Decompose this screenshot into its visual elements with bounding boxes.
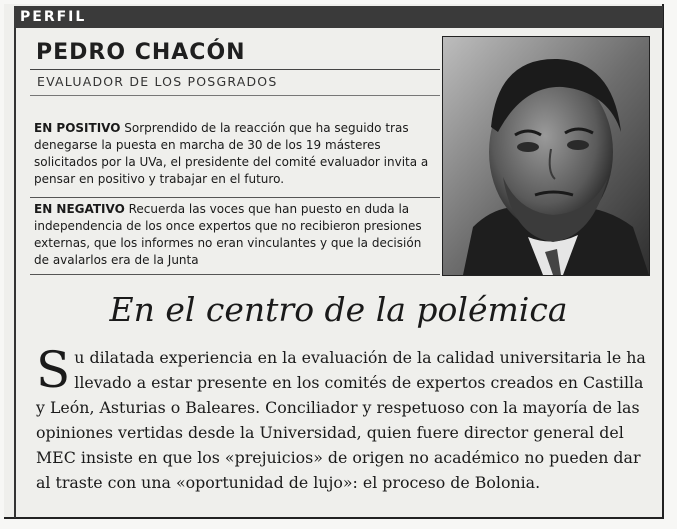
body-text: u dilatada experiencia en la evaluación de la calidad universitaria le ha llevado a estar presente en los comités de expertos creados en Castilla y León, Asturias o Baleares. Conciliador y respetuoso con la mayoría de las opiniones vertidas desde la Universidad, quien fuere director general del MEC insiste en que los «prejuicios» de origen no académico no pueden dar al traste con una «oportunidad de lujo»: el proceso de Bolonia. xyxy=(36,348,646,492)
negative-label: EN NEGATIVO xyxy=(34,202,125,216)
headline: En el centro de la polémica xyxy=(109,290,568,329)
negative-paragraph xyxy=(34,201,439,269)
portrait-illustration xyxy=(443,37,649,275)
body-paragraph xyxy=(36,341,648,495)
positive-text: Sorprendido de la reacción que ha seguido tras denegarse la puesta en marcha de 30 de los 19 másteres solicitados por la UVa, el presidente del comité evaluador invita a pensar en positivo y trabajar en el futuro. xyxy=(34,121,429,186)
frame-rule xyxy=(14,28,16,518)
section-bar xyxy=(14,6,663,28)
section-label: PERFIL xyxy=(20,9,87,25)
divider xyxy=(30,197,440,198)
profile-role: EVALUADOR DE LOS POSGRADOS xyxy=(37,74,278,89)
positive-paragraph xyxy=(34,120,439,188)
negative-text: Recuerda las voces que han puesto en duda la independencia de los once expertos que no recibieron presiones externas, que los informes no eran vinculantes y que la decisión de avalarlos era de la Junta xyxy=(34,202,422,267)
positive-label: EN POSITIVO xyxy=(34,121,121,135)
profile-name: PEDRO CHACÓN xyxy=(36,40,246,65)
divider xyxy=(30,274,440,275)
divider xyxy=(30,95,440,96)
divider xyxy=(30,69,440,70)
portrait-photo xyxy=(442,36,650,276)
drop-cap: S xyxy=(36,341,71,399)
